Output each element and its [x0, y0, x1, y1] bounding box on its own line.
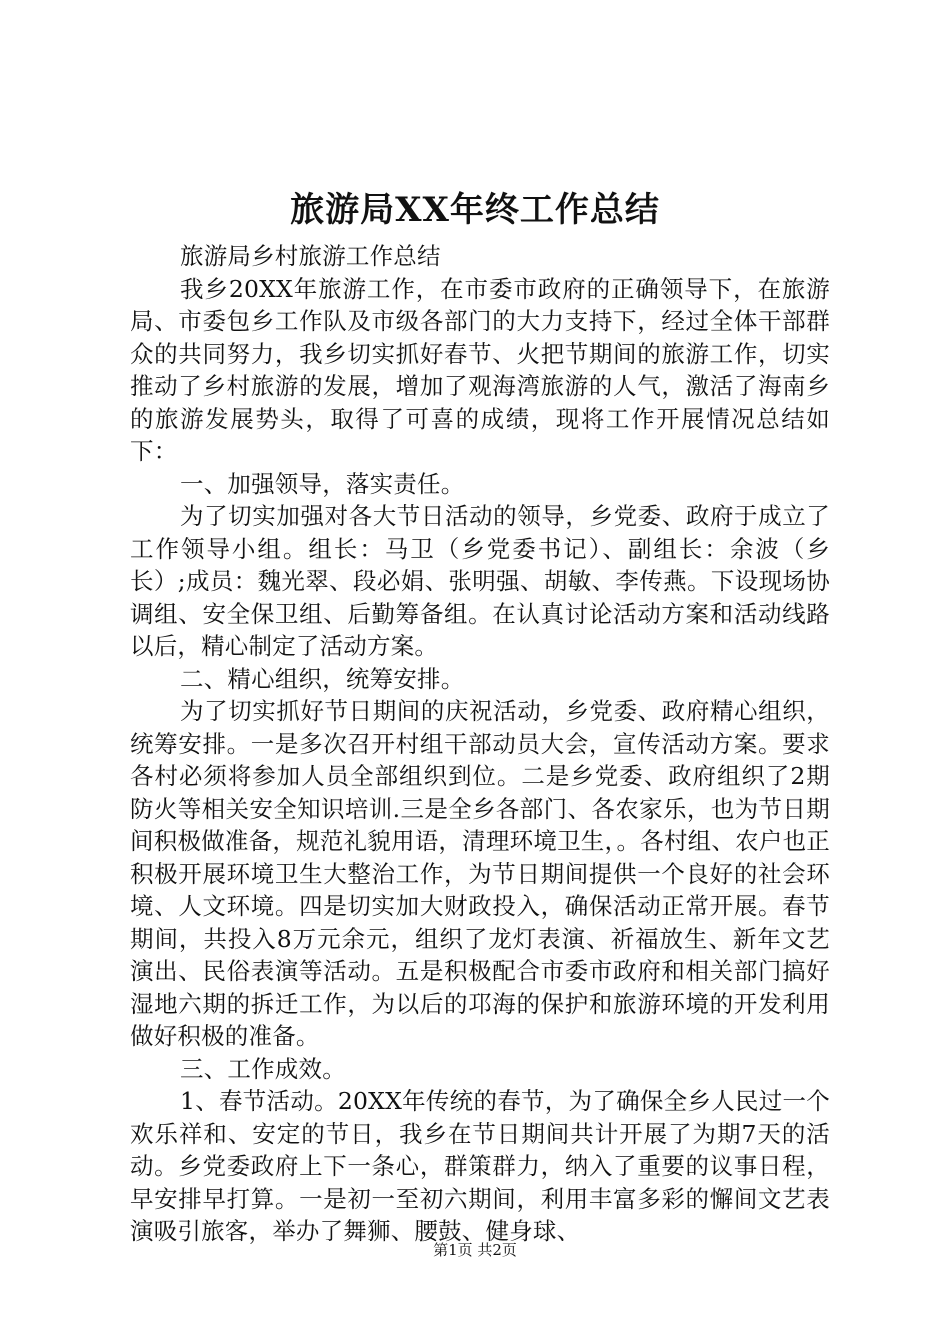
section-heading-1: 一、加强领导，落实责任。 — [180, 469, 465, 498]
paragraph-section-3: 1、春节活动。20XX年传统的春节，为了确保全乡人民过一个欢乐祥和、安定的节日，我乡在节日期间共计开展了为期7天的活动。乡党委政府上下一条心，群策群力，纳入了重要的议事日程，早安排早打算。一是初一至初六期间，利用丰富多彩的懈间文艺表演吸引旅客，举办了舞狮、腰鼓、健身球、 — [130, 1087, 830, 1245]
paragraph-subtitle: 旅游局乡村旅游工作总结 — [180, 242, 441, 270]
document-body — [130, 240, 830, 1248]
section-heading-2: 二、精心组织，统筹安排。 — [180, 664, 465, 693]
page-footer: 第1页 共2页 — [433, 1241, 517, 1259]
paragraph-section-1: 为了切实加强对各大节日活动的领导，乡党委、政府于成立了工作领导小组。组长：马卫（乡党委书记）、副组长：余波（乡长）;成员：魏光翠、段必娟、张明强、胡敏、李传燕。下设现场协调组、安全保卫组、后勤筹备组。在认真讨论活动方案和活动线路以后，精心制定了活动方案。 — [130, 502, 830, 660]
paragraph-section-2: 为了切实抓好节日期间的庆祝活动，乡党委、政府精心组织，统筹安排。一是多次召开村组干部动员大会，宣传活动方案。要求各村必须将参加人员全部组织到位。二是乡党委、政府组织了2期防火等相关安全知识培训.三是全乡各部门、各农家乐，也为节日期间积极做准备，规范礼貌用语，清理环境卫生，。各村组、农户也正积极开展环境卫生大整治工作，为节日期间提供一个良好的社会环境、人文环境。四是切实加大财政投入，确保活动正常开展。春节期间，共投入8万元余元，组织了龙灯表演、祈福放生、新年文艺演出、民俗表演等活动。五是积极配合市委市政府和相关部门搞好湿地六期的拆迁工作，为以后的邛海的保护和旅游环境的开发利用做好积极的准备。 — [130, 697, 830, 1050]
paragraph-intro: 我乡20XX年旅游工作，在市委市政府的正确领导下，在旅游局、市委包乡工作队及市级各部门的大力支持下，经过全体干部群众的共同努力，我乡切实抓好春节、火把节期间的旅游工作，切实推动了乡村旅游的发展，增加了观海湾旅游的人气，激活了海南乡的旅游发展势头，取得了可喜的成绩，现将工作开展情况总结如下： — [130, 274, 830, 465]
document-title: 旅游局XX年终工作总结 — [290, 190, 660, 230]
section-heading-3: 三、工作成效。 — [180, 1054, 346, 1083]
